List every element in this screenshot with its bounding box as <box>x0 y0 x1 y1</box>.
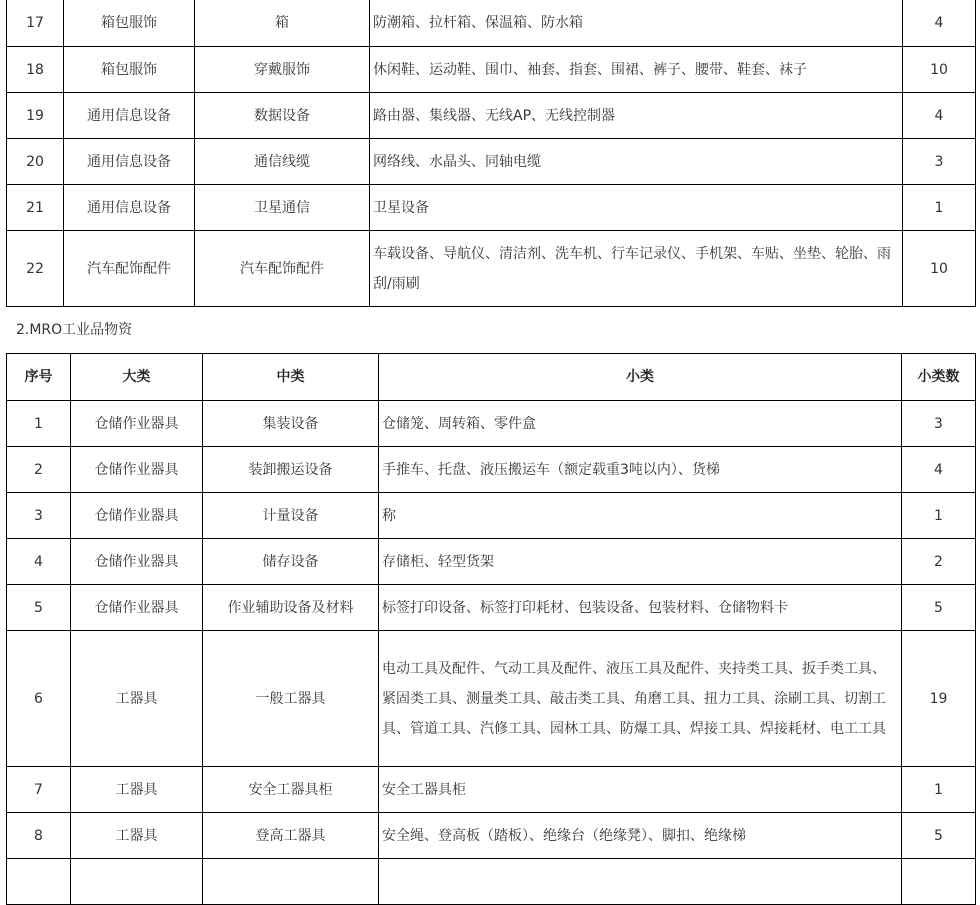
minor-categories: 电动工具及配件、气动工具及配件、液压工具及配件、夹持类工具、扳手类工具、紧固类工具、测量类工具、敲击类工具、角磨工具、扭力工具、涂刷工具、切割工具、管道工具、汽修工具、园林工具、防爆工具、焊接工具、焊接耗材、电工工具 <box>379 631 902 767</box>
row-number: 22 <box>7 231 64 307</box>
table-row <box>7 447 976 493</box>
table-row <box>7 231 976 307</box>
row-number: 18 <box>7 47 64 93</box>
table-row <box>7 585 976 631</box>
major-category: 通用信息设备 <box>64 93 195 139</box>
row-number: 6 <box>7 631 71 767</box>
minor-count: 1 <box>902 493 976 539</box>
row-number: 4 <box>7 539 71 585</box>
minor-categories: 休闲鞋、运动鞋、围巾、袖套、指套、围裙、裤子、腰带、鞋套、袜子 <box>370 47 903 93</box>
table-row <box>7 0 976 47</box>
minor-categories: 防潮箱、拉杆箱、保温箱、防水箱 <box>370 0 903 47</box>
middle-category: 穿戴服饰 <box>195 47 370 93</box>
row-number-cut <box>7 859 71 905</box>
middle-category: 作业辅助设备及材料 <box>203 585 379 631</box>
table-header-row <box>7 354 976 401</box>
column-header-major: 大类 <box>71 354 203 401</box>
minor-categories: 仓储笼、周转箱、零件盒 <box>379 401 902 447</box>
row-number: 3 <box>7 493 71 539</box>
major-category: 仓储作业器具 <box>71 493 203 539</box>
minor-count: 2 <box>902 539 976 585</box>
row-number: 17 <box>7 0 64 47</box>
category-table-part1 <box>6 0 976 307</box>
minor-categories: 安全绳、登高板（踏板）、绝缘台（绝缘凳）、脚扣、绝缘梯 <box>379 813 902 859</box>
middle-category: 登高工器具 <box>203 813 379 859</box>
minor-categories: 网络线、水晶头、同轴电缆 <box>370 139 903 185</box>
major-category: 工器具 <box>71 767 203 813</box>
minor-count: 5 <box>902 813 976 859</box>
table-row <box>7 139 976 185</box>
major-category: 工器具 <box>71 813 203 859</box>
row-number: 7 <box>7 767 71 813</box>
row-number: 1 <box>7 401 71 447</box>
major-category: 仓储作业器具 <box>71 585 203 631</box>
row-number: 8 <box>7 813 71 859</box>
minor-count: 5 <box>902 585 976 631</box>
minor-count: 4 <box>903 93 976 139</box>
minor-count: 1 <box>903 185 976 231</box>
minor-categories: 路由器、集线器、无线AP、无线控制器 <box>370 93 903 139</box>
table-row <box>7 185 976 231</box>
minor-categories: 称 <box>379 493 902 539</box>
table-row <box>7 631 976 767</box>
row-number: 20 <box>7 139 64 185</box>
table-row <box>7 47 976 93</box>
middle-category: 计量设备 <box>203 493 379 539</box>
row-number: 2 <box>7 447 71 493</box>
minor-categories: 手推车、托盘、液压搬运车（额定载重3吨以内）、货梯 <box>379 447 902 493</box>
major-category: 通用信息设备 <box>64 185 195 231</box>
table-row <box>7 493 976 539</box>
minor-count: 3 <box>902 401 976 447</box>
section-heading: 2.MRO工业品物资 <box>16 322 133 338</box>
major-category: 箱包服饰 <box>64 0 195 47</box>
major-category: 通用信息设备 <box>64 139 195 185</box>
minor-count: 4 <box>902 447 976 493</box>
middle-category: 储存设备 <box>203 539 379 585</box>
middle-category-cut <box>203 859 379 905</box>
minor-count: 3 <box>903 139 976 185</box>
column-header-middle: 中类 <box>203 354 379 401</box>
middle-category: 集装设备 <box>203 401 379 447</box>
table-row <box>7 859 976 905</box>
minor-categories: 卫星设备 <box>370 185 903 231</box>
middle-category: 一般工器具 <box>203 631 379 767</box>
table-row <box>7 93 976 139</box>
table-row <box>7 767 976 813</box>
table-row <box>7 813 976 859</box>
row-number: 21 <box>7 185 64 231</box>
table-row <box>7 539 976 585</box>
middle-category: 通信线缆 <box>195 139 370 185</box>
minor-categories-cut <box>379 859 902 905</box>
middle-category: 数据设备 <box>195 93 370 139</box>
major-category: 汽车配饰配件 <box>64 231 195 307</box>
minor-count: 4 <box>903 0 976 47</box>
category-table-mro <box>6 353 976 905</box>
row-number: 19 <box>7 93 64 139</box>
minor-categories: 标签打印设备、标签打印耗材、包装设备、包装材料、仓储物料卡 <box>379 585 902 631</box>
column-header-minor: 小类 <box>379 354 902 401</box>
minor-categories: 安全工器具柜 <box>379 767 902 813</box>
middle-category: 卫星通信 <box>195 185 370 231</box>
column-header-count: 小类数 <box>902 354 976 401</box>
middle-category: 汽车配饰配件 <box>195 231 370 307</box>
major-category: 箱包服饰 <box>64 47 195 93</box>
major-category: 仓储作业器具 <box>71 401 203 447</box>
major-category: 工器具 <box>71 631 203 767</box>
minor-count: 19 <box>902 631 976 767</box>
minor-count: 10 <box>903 231 976 307</box>
row-number: 5 <box>7 585 71 631</box>
middle-category: 箱 <box>195 0 370 47</box>
minor-categories: 存储柜、轻型货架 <box>379 539 902 585</box>
minor-categories: 车载设备、导航仪、清洁剂、洗车机、行车记录仪、手机架、车贴、坐垫、轮胎、雨刮/雨刷 <box>370 231 903 307</box>
major-category-cut <box>71 859 203 905</box>
minor-count-cut <box>902 859 976 905</box>
table-row <box>7 401 976 447</box>
minor-count: 10 <box>903 47 976 93</box>
middle-category: 安全工器具柜 <box>203 767 379 813</box>
major-category: 仓储作业器具 <box>71 539 203 585</box>
minor-count: 1 <box>902 767 976 813</box>
major-category: 仓储作业器具 <box>71 447 203 493</box>
column-header-no: 序号 <box>7 354 71 401</box>
middle-category: 装卸搬运设备 <box>203 447 379 493</box>
